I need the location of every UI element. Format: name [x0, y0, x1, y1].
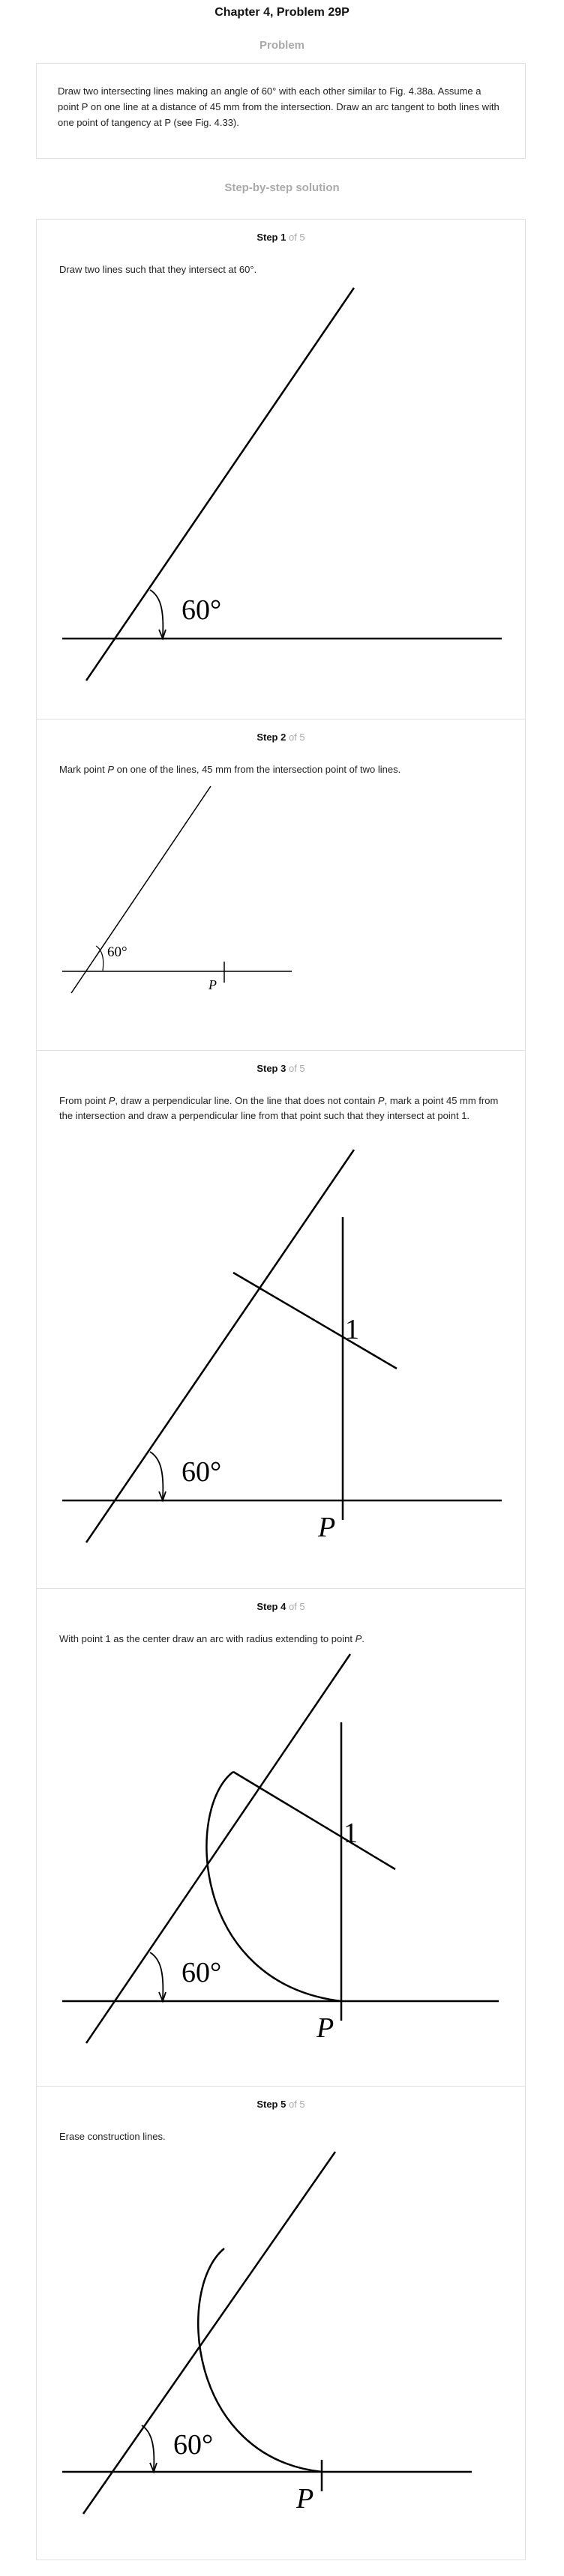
tangent-arc — [198, 2248, 322, 2472]
problem-box — [36, 63, 526, 159]
step-3-text — [59, 1094, 502, 1123]
point-label: P — [316, 2012, 334, 2044]
text-part: With point 1 as the center draw an arc with radius extending to point — [59, 1633, 356, 1644]
page-title: Chapter 4, Problem 29P — [214, 6, 350, 19]
step-5-text: Erase construction lines. — [59, 2131, 166, 2142]
step-5-header — [37, 2099, 525, 2110]
solution-label: Step-by-step solution — [224, 181, 340, 194]
step-3-card — [36, 1051, 526, 1589]
step-3-figure — [37, 1141, 525, 1583]
step-2-text — [59, 762, 502, 777]
angle-label: 60° — [182, 594, 222, 626]
step-5-label: Step 5 — [256, 2099, 286, 2110]
center-label: 1 — [345, 1314, 359, 1345]
angle-arc — [96, 946, 104, 971]
angle-arc — [150, 1452, 163, 1498]
angle-arc — [150, 590, 163, 636]
step-5-figure — [37, 2147, 525, 2559]
point-label: P — [318, 1512, 336, 1543]
text-part: From point — [59, 1095, 109, 1106]
step-1-label: Step 1 — [256, 232, 286, 243]
point-label: P — [296, 2483, 314, 2515]
angle-label: 60° — [182, 1456, 222, 1488]
step-2-label: Step 2 — [256, 732, 286, 743]
step-3-label: Step 3 — [256, 1063, 286, 1074]
text-part: . — [362, 1633, 364, 1644]
step-4-of: of 5 — [288, 1601, 305, 1612]
step-2-card — [36, 720, 526, 1051]
perpendicular-from-mark — [233, 1273, 397, 1369]
step-4-label: Step 4 — [256, 1601, 286, 1612]
problem-text: Draw two intersecting lines making an angle of 60° with each other similar to Fig. 4.38a. Assume a point P on one line at a distance of 45 mm from the intersection. Draw an arc tangent to both lines with one point of tangency at P (see Fig. 4.33). — [58, 85, 500, 128]
step-1-header — [37, 232, 525, 243]
step-4-header — [37, 1601, 525, 1612]
tangent-arc — [206, 1772, 341, 2001]
step-5-card — [36, 2087, 526, 2560]
point-var: P — [355, 1633, 362, 1644]
step-1-figure — [37, 280, 525, 714]
center-label: 1 — [344, 1818, 358, 1849]
step-4-figure — [37, 1649, 525, 2084]
step-2-of: of 5 — [288, 732, 305, 743]
problem-label: Problem — [259, 39, 304, 52]
perpendicular-from-mark — [233, 1772, 395, 1869]
angle-arc — [142, 2425, 154, 2470]
text-part: , mark a point 45 mm from the intersection and draw a perpendicular line from that point such that they intersect at point 1. — [59, 1095, 499, 1121]
text-part: Mark point — [59, 764, 108, 775]
point-var: P — [108, 1095, 116, 1106]
step-2-header — [37, 732, 525, 743]
point-var: P — [107, 764, 114, 775]
step-2-figure — [37, 779, 525, 1042]
step-5-of: of 5 — [288, 2099, 305, 2110]
step-1-text: Draw two lines such that they intersect at 60°. — [59, 264, 257, 275]
text-part: on one of the lines, 45 mm from the intersection point of two lines. — [113, 764, 401, 775]
step-1-of: of 5 — [288, 232, 305, 243]
step-4-card — [36, 1589, 526, 2087]
step-3-header — [37, 1063, 525, 1074]
step-4-text — [59, 1632, 502, 1647]
point-label: P — [208, 977, 217, 992]
angle-arc — [150, 1952, 163, 1999]
angled-line — [71, 786, 211, 993]
text-part: , draw a perpendicular line. On the line that does not contain — [115, 1095, 378, 1106]
step-3-of: of 5 — [288, 1063, 305, 1074]
angle-label: 60° — [182, 1957, 222, 1988]
step-1-card — [36, 219, 526, 720]
angle-label: 60° — [173, 2429, 214, 2461]
angle-label: 60° — [107, 944, 128, 960]
point-var: P — [377, 1095, 385, 1106]
